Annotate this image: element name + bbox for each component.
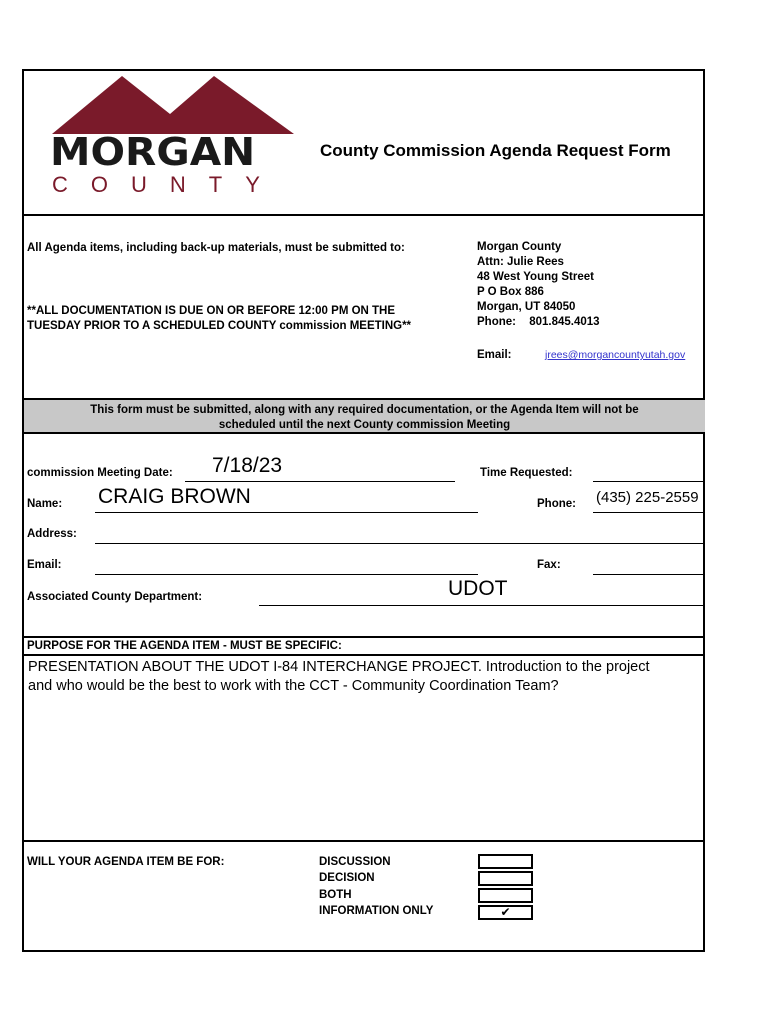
address-email-label: Email: <box>477 349 512 361</box>
form-title: County Commission Agenda Request Form <box>320 141 671 160</box>
submit-instructions: All Agenda items, including back-up materials, must be submitted to: <box>27 242 405 254</box>
address-underline <box>95 543 705 544</box>
phone-label: Phone: <box>537 498 576 510</box>
option-decision-label: DECISION <box>319 872 375 884</box>
both-checkbox[interactable] <box>478 888 533 903</box>
address-line: 48 West Young Street <box>477 271 594 283</box>
time-requested-label: Time Requested: <box>480 467 573 479</box>
department-label: Associated County Department: <box>27 591 203 603</box>
purpose-line1: PRESENTATION ABOUT THE UDOT I-84 INTERCHANGE PROJECT. Introduction to the project <box>28 659 650 675</box>
address-line: P O Box 886 <box>477 286 544 298</box>
deadline-notice-line1: **ALL DOCUMENTATION IS DUE ON OR BEFORE 12:00 PM ON THE <box>27 305 396 317</box>
logo-wordmark: MORGAN <box>50 130 256 174</box>
meeting-date-underline <box>185 481 455 482</box>
morgan-county-logo-mountains-icon <box>52 76 294 136</box>
information-only-checkbox[interactable]: ✔ <box>478 905 533 920</box>
purpose-text[interactable] <box>28 658 700 696</box>
divider <box>22 840 705 842</box>
divider <box>22 214 705 216</box>
department-underline <box>259 605 705 606</box>
meeting-date-value[interactable]: 7/18/23 <box>212 454 283 477</box>
name-value[interactable]: CRAIG BROWN <box>98 485 251 508</box>
fax-label: Fax: <box>537 559 561 571</box>
name-label: Name: <box>27 498 63 510</box>
time-requested-underline <box>593 481 705 482</box>
option-information-only-label: INFORMATION ONLY <box>319 905 434 917</box>
contact-email-link[interactable]: jrees@morgancountyutah.gov <box>545 349 686 361</box>
divider <box>22 654 705 656</box>
address-line: Attn: Julie Rees <box>477 256 564 268</box>
decision-checkbox[interactable] <box>478 871 533 886</box>
mailing-address <box>477 240 600 330</box>
fax-underline <box>593 574 705 575</box>
option-both-label: BOTH <box>319 889 352 901</box>
form-frame <box>22 69 705 952</box>
purpose-line2: and who would be the best to work with the CCT - Community Coordination Team? <box>28 678 559 694</box>
email-underline <box>95 574 478 575</box>
discussion-checkbox[interactable] <box>478 854 533 869</box>
name-underline <box>95 512 478 513</box>
department-value[interactable]: UDOT <box>448 577 508 600</box>
address-phone <box>477 315 600 330</box>
deadline-notice-line2: TUESDAY PRIOR TO A SCHEDULED COUNTY commission MEETING** <box>27 320 412 332</box>
address-phone-value: 801.845.4013 <box>529 316 600 328</box>
option-discussion-label: DISCUSSION <box>319 856 391 868</box>
purpose-label: PURPOSE FOR THE AGENDA ITEM - MUST BE SPECIFIC: <box>27 640 342 652</box>
phone-underline <box>593 512 705 513</box>
banner-line1: This form must be submitted, along with any required documentation, or the Agenda Item will not be <box>90 404 639 416</box>
banner-line2: scheduled until the next County commission Meeting <box>218 419 511 431</box>
logo-county-text: COUNTY <box>52 172 283 197</box>
phone-value[interactable]: (435) 225-2559 <box>596 489 699 506</box>
address-line: Morgan, UT 84050 <box>477 301 576 313</box>
meeting-date-label: commission Meeting Date: <box>27 467 173 479</box>
email-label: Email: <box>27 559 62 571</box>
submission-warning-banner <box>24 398 705 434</box>
address-label: Address: <box>27 528 77 540</box>
address-phone-label: Phone: <box>477 316 516 328</box>
address-line: Morgan County <box>477 241 562 253</box>
agenda-type-label: WILL YOUR AGENDA ITEM BE FOR: <box>27 856 225 868</box>
divider <box>22 636 705 638</box>
